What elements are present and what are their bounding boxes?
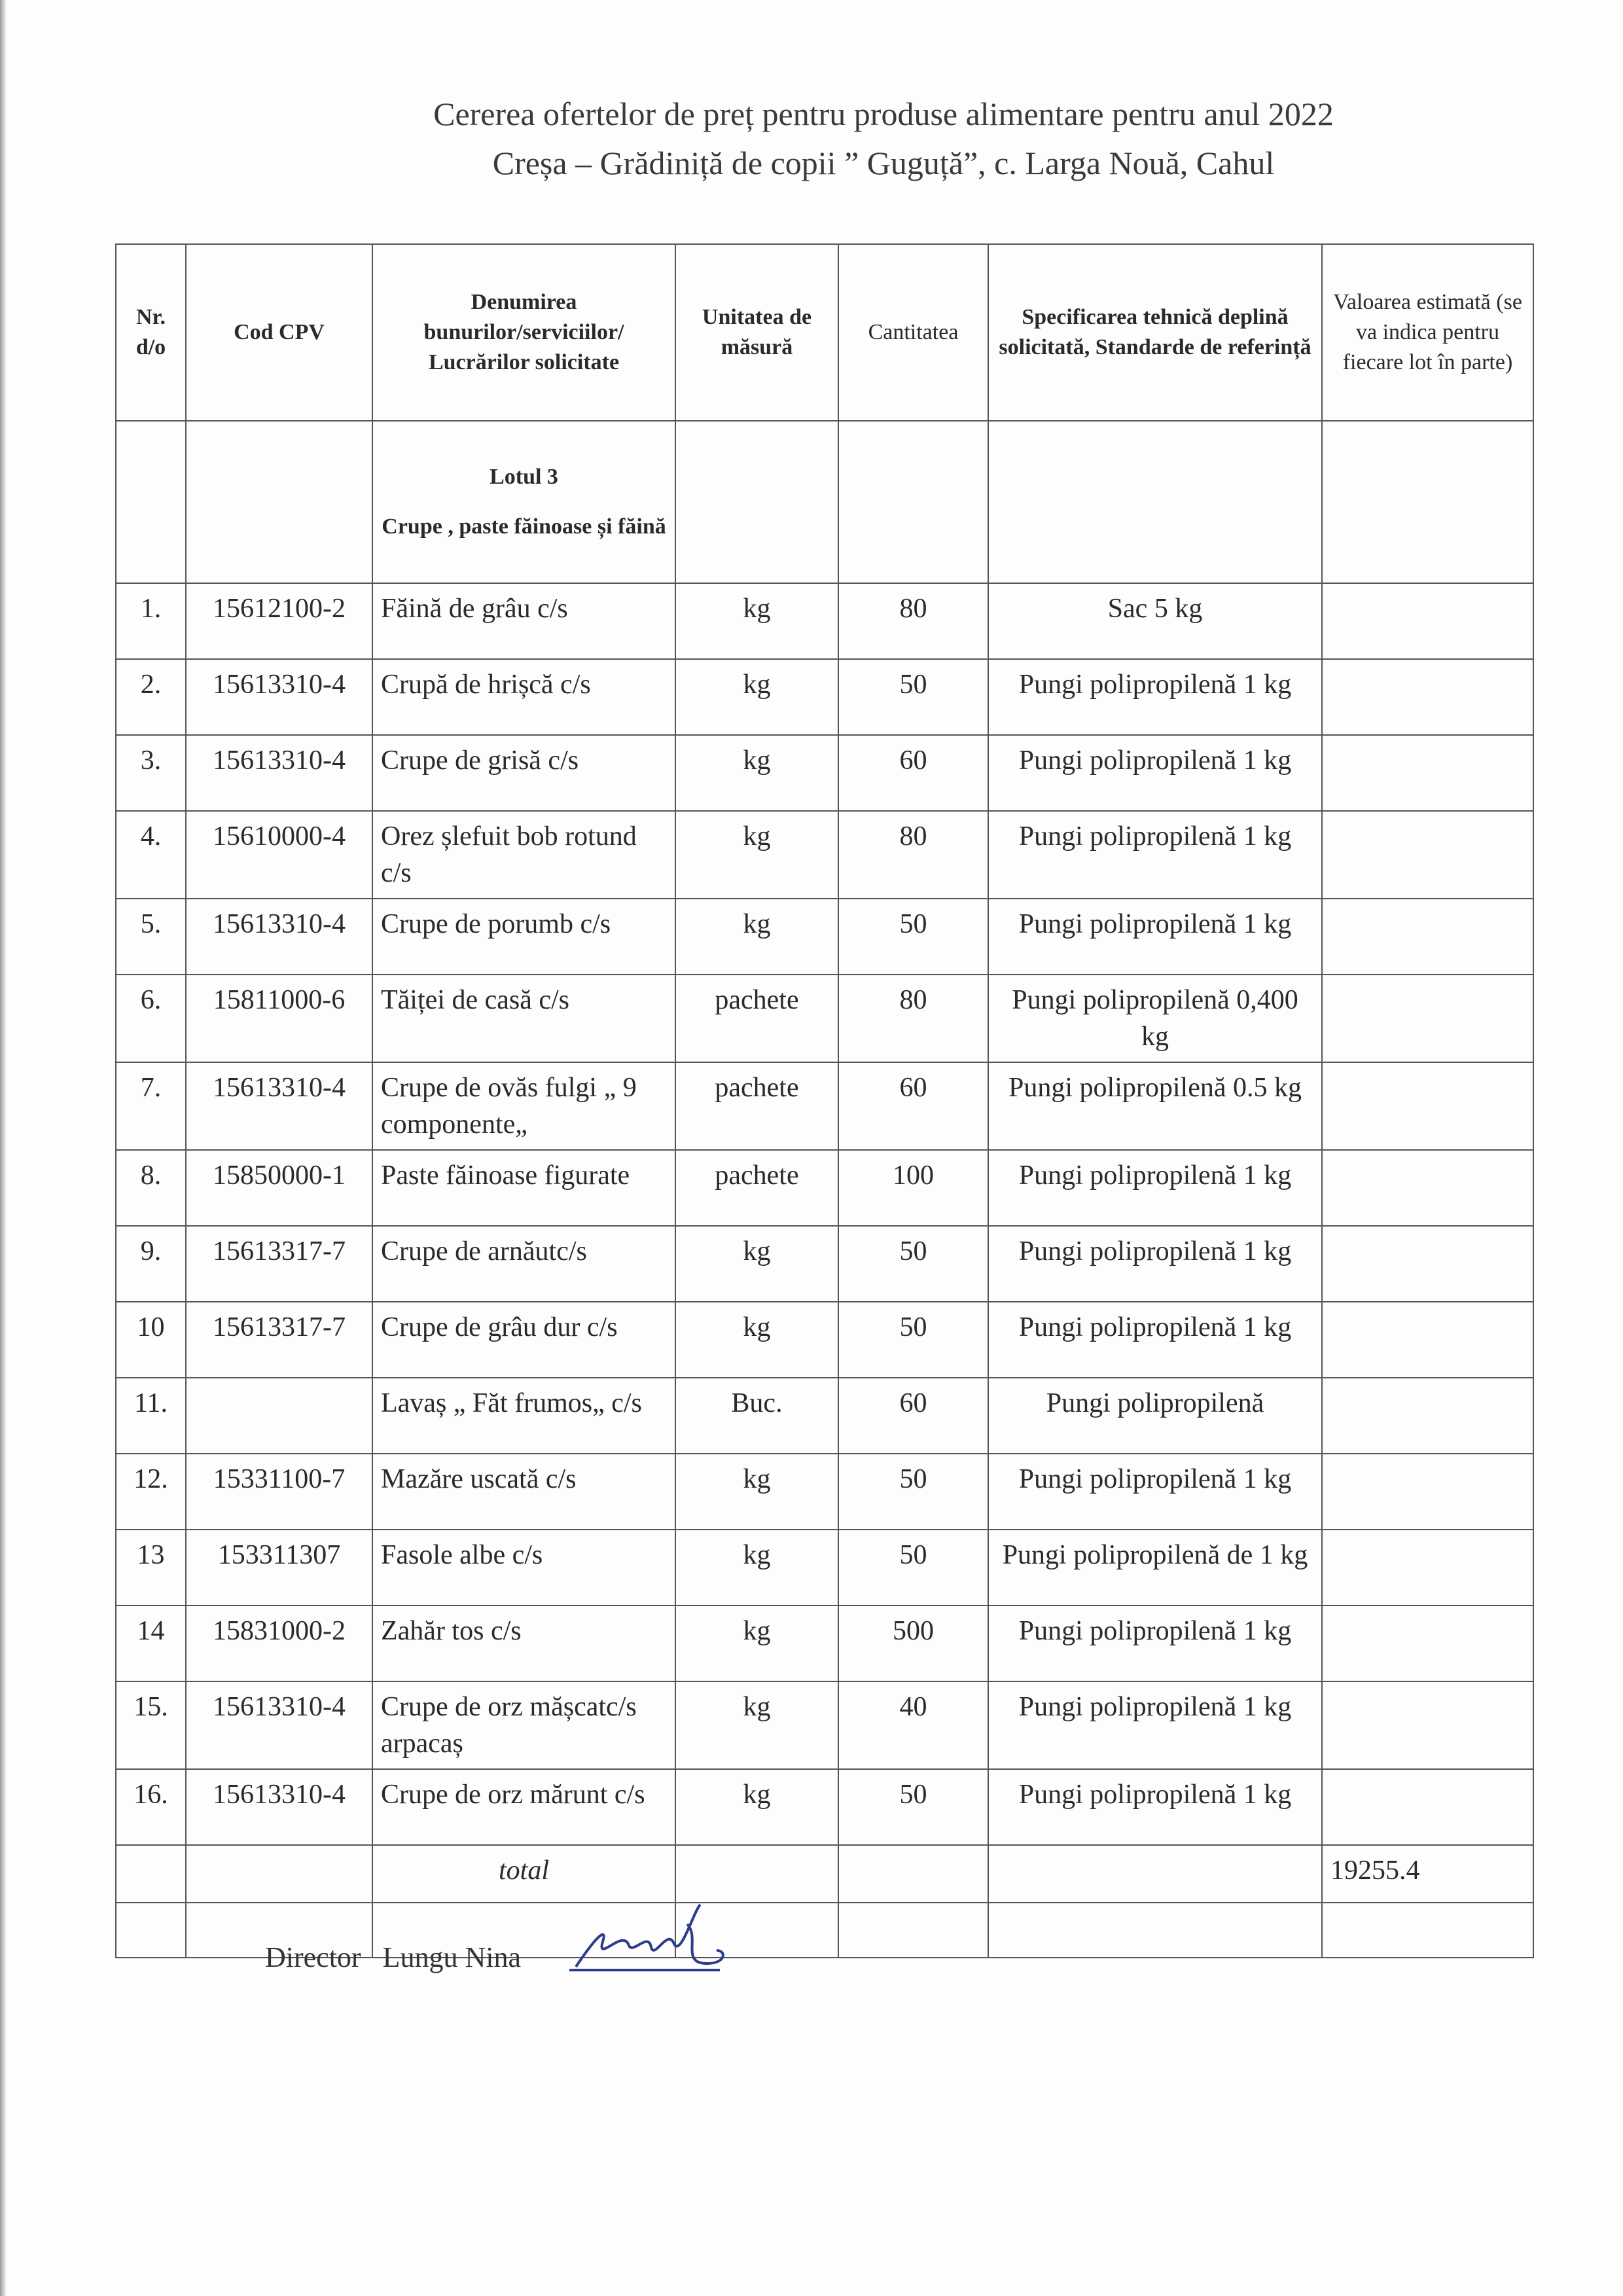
row-spec: Pungi polipropilenă 1 kg (988, 1681, 1322, 1769)
row-name: Crupe de orz mărunt c/s (372, 1769, 675, 1845)
row-name: Crupe de arnăutc/s (372, 1226, 675, 1302)
row-value (1322, 735, 1533, 811)
table-row (116, 1226, 1533, 1302)
row-nr: 14 (116, 1605, 186, 1681)
row-unit: kg (675, 1302, 838, 1378)
header-value: Valoarea estimată (se va indica pentru fiecare lot în parte) (1322, 244, 1533, 421)
row-name: Crupe de grisă c/s (372, 735, 675, 811)
row-nr: 8. (116, 1150, 186, 1226)
row-name: Lavaș „ Făt frumos„ c/s (372, 1378, 675, 1454)
row-name: Tăiței de casă c/s (372, 975, 675, 1062)
row-unit: kg (675, 1226, 838, 1302)
row-cpv: 15850000-1 (186, 1150, 372, 1226)
row-spec: Pungi polipropilenă 1 kg (988, 735, 1322, 811)
table-row (116, 811, 1533, 899)
document-subtitle: Creșa – Grădiniță de copii ” Guguță”, c. Larga Nouă, Cahul (492, 145, 1275, 181)
row-nr: 12. (116, 1454, 186, 1530)
row-qty: 50 (838, 1454, 988, 1530)
row-qty: 50 (838, 1226, 988, 1302)
row-qty: 50 (838, 1769, 988, 1845)
row-spec: Pungi polipropilenă 1 kg (988, 1769, 1322, 1845)
row-value (1322, 1062, 1533, 1150)
director-name: Lungu Nina (382, 1941, 521, 1973)
row-unit: kg (675, 811, 838, 899)
row-spec: Sac 5 kg (988, 583, 1322, 659)
row-qty: 50 (838, 659, 988, 735)
table-row (116, 1378, 1533, 1454)
row-name: Crupe de grâu dur c/s (372, 1302, 675, 1378)
row-value (1322, 1605, 1533, 1681)
offers-table (115, 243, 1534, 1958)
row-name: Crupe de ovăs fulgi „ 9 componente„ (372, 1062, 675, 1150)
director-role: Director (265, 1941, 361, 1973)
row-value (1322, 1378, 1533, 1454)
row-value (1322, 1454, 1533, 1530)
row-unit: kg (675, 1605, 838, 1681)
document-title: Cererea ofertelor de preț pentru produse alimentare pentru anul 2022 (433, 96, 1334, 132)
row-value (1322, 1530, 1533, 1605)
row-spec: Pungi polipropilenă de 1 kg (988, 1530, 1322, 1605)
row-name: Crupe de orz mășcatc/s arpacaș (372, 1681, 675, 1769)
row-spec: Pungi polipropilenă 0.5 kg (988, 1062, 1322, 1150)
row-unit: pachete (675, 1062, 838, 1150)
row-spec: Pungi polipropilenă 1 kg (988, 1454, 1322, 1530)
row-qty: 50 (838, 1530, 988, 1605)
row-unit: kg (675, 1769, 838, 1845)
lot-row (116, 421, 1533, 583)
row-unit: pachete (675, 1150, 838, 1226)
table-row (116, 1302, 1533, 1378)
row-nr: 3. (116, 735, 186, 811)
row-qty: 60 (838, 1062, 988, 1150)
row-spec: Pungi polipropilenă 1 kg (988, 1605, 1322, 1681)
row-cpv: 15613310-4 (186, 899, 372, 975)
row-nr: 7. (116, 1062, 186, 1150)
row-spec: Pungi polipropilenă (988, 1378, 1322, 1454)
row-nr: 6. (116, 975, 186, 1062)
row-qty: 100 (838, 1150, 988, 1226)
scan-edge (0, 0, 7, 2296)
row-nr: 13 (116, 1530, 186, 1605)
header-nr: Nr. d/o (116, 244, 186, 421)
row-cpv: 15831000-2 (186, 1605, 372, 1681)
row-spec: Pungi polipropilenă 1 kg (988, 899, 1322, 975)
row-name: Crupă de hrișcă c/s (372, 659, 675, 735)
row-nr: 2. (116, 659, 186, 735)
row-value (1322, 899, 1533, 975)
row-value (1322, 1226, 1533, 1302)
row-qty: 40 (838, 1681, 988, 1769)
row-spec: Pungi polipropilenă 1 kg (988, 1226, 1322, 1302)
row-qty: 60 (838, 1378, 988, 1454)
row-cpv: 15613317-7 (186, 1226, 372, 1302)
row-spec: Pungi polipropilenă 1 kg (988, 1150, 1322, 1226)
row-value (1322, 1769, 1533, 1845)
row-unit: kg (675, 1530, 838, 1605)
lot-title: Lotul 3 (490, 465, 558, 489)
row-value (1322, 811, 1533, 899)
row-spec: Pungi polipropilenă 1 kg (988, 811, 1322, 899)
row-cpv: 15613310-4 (186, 659, 372, 735)
row-cpv: 15610000-4 (186, 811, 372, 899)
row-unit: Buc. (675, 1378, 838, 1454)
row-nr: 5. (116, 899, 186, 975)
table-row (116, 1769, 1533, 1845)
row-qty: 50 (838, 1302, 988, 1378)
table-row (116, 1530, 1533, 1605)
row-nr: 16. (116, 1769, 186, 1845)
header-qty: Cantitatea (838, 244, 988, 421)
row-cpv (186, 1378, 372, 1454)
row-nr: 4. (116, 811, 186, 899)
row-name: Paste făinoase figurate (372, 1150, 675, 1226)
row-spec: Pungi polipropilenă 1 kg (988, 659, 1322, 735)
row-unit: kg (675, 659, 838, 735)
row-qty: 60 (838, 735, 988, 811)
row-cpv: 15613310-4 (186, 1681, 372, 1769)
signature-line (265, 1941, 521, 1974)
table-row (116, 1150, 1533, 1226)
row-value (1322, 1150, 1533, 1226)
header-name: Denumirea bunurilor/serviciilor/ Lucrărilor solicitate (372, 244, 675, 421)
row-name: Orez șlefuit bob rotund c/s (372, 811, 675, 899)
row-value (1322, 583, 1533, 659)
row-name: Mazăre uscată c/s (372, 1454, 675, 1530)
table-row (116, 1605, 1533, 1681)
row-cpv: 15613310-4 (186, 735, 372, 811)
lot-cell (372, 421, 675, 583)
row-unit: kg (675, 1681, 838, 1769)
table-row (116, 735, 1533, 811)
table-row (116, 975, 1533, 1062)
row-nr: 11. (116, 1378, 186, 1454)
row-cpv: 15811000-6 (186, 975, 372, 1062)
handwritten-signature (569, 1898, 766, 1983)
row-value (1322, 975, 1533, 1062)
row-nr: 9. (116, 1226, 186, 1302)
row-value (1322, 659, 1533, 735)
row-cpv: 15612100-2 (186, 583, 372, 659)
table-row (116, 1062, 1533, 1150)
row-unit: kg (675, 735, 838, 811)
row-name: Crupe de porumb c/s (372, 899, 675, 975)
row-unit: pachete (675, 975, 838, 1062)
table-row (116, 1681, 1533, 1769)
row-name: Zahăr tos c/s (372, 1605, 675, 1681)
row-qty: 80 (838, 811, 988, 899)
row-qty: 50 (838, 899, 988, 975)
row-unit: kg (675, 1454, 838, 1530)
row-value (1322, 1302, 1533, 1378)
table-row (116, 659, 1533, 735)
total-value: 19255.4 (1322, 1845, 1533, 1903)
table-header (116, 244, 1533, 421)
row-nr: 10 (116, 1302, 186, 1378)
row-cpv: 15613317-7 (186, 1302, 372, 1378)
row-unit: kg (675, 899, 838, 975)
row-cpv: 153311307 (186, 1530, 372, 1605)
row-cpv: 15331100-7 (186, 1454, 372, 1530)
total-label: total (372, 1845, 675, 1903)
row-spec: Pungi polipropilenă 0,400 kg (988, 975, 1322, 1062)
lot-subtitle: Crupe , paste făinoase și făină (382, 514, 666, 539)
row-unit: kg (675, 583, 838, 659)
row-nr: 1. (116, 583, 186, 659)
row-nr: 15. (116, 1681, 186, 1769)
row-cpv: 15613310-4 (186, 1769, 372, 1845)
row-name: Fasole albe c/s (372, 1530, 675, 1605)
header-unit: Unitatea de măsură (675, 244, 838, 421)
row-qty: 500 (838, 1605, 988, 1681)
row-qty: 80 (838, 975, 988, 1062)
header-cpv: Cod CPV (186, 244, 372, 421)
row-name: Făină de grâu c/s (372, 583, 675, 659)
row-spec: Pungi polipropilenă 1 kg (988, 1302, 1322, 1378)
row-qty: 80 (838, 583, 988, 659)
table-row (116, 583, 1533, 659)
total-row (116, 1845, 1533, 1903)
header-spec: Specificarea tehnică deplină solicitată, Standarde de referință (988, 244, 1322, 421)
table-row (116, 1454, 1533, 1530)
table-row (116, 899, 1533, 975)
row-value (1322, 1681, 1533, 1769)
row-cpv: 15613310-4 (186, 1062, 372, 1150)
